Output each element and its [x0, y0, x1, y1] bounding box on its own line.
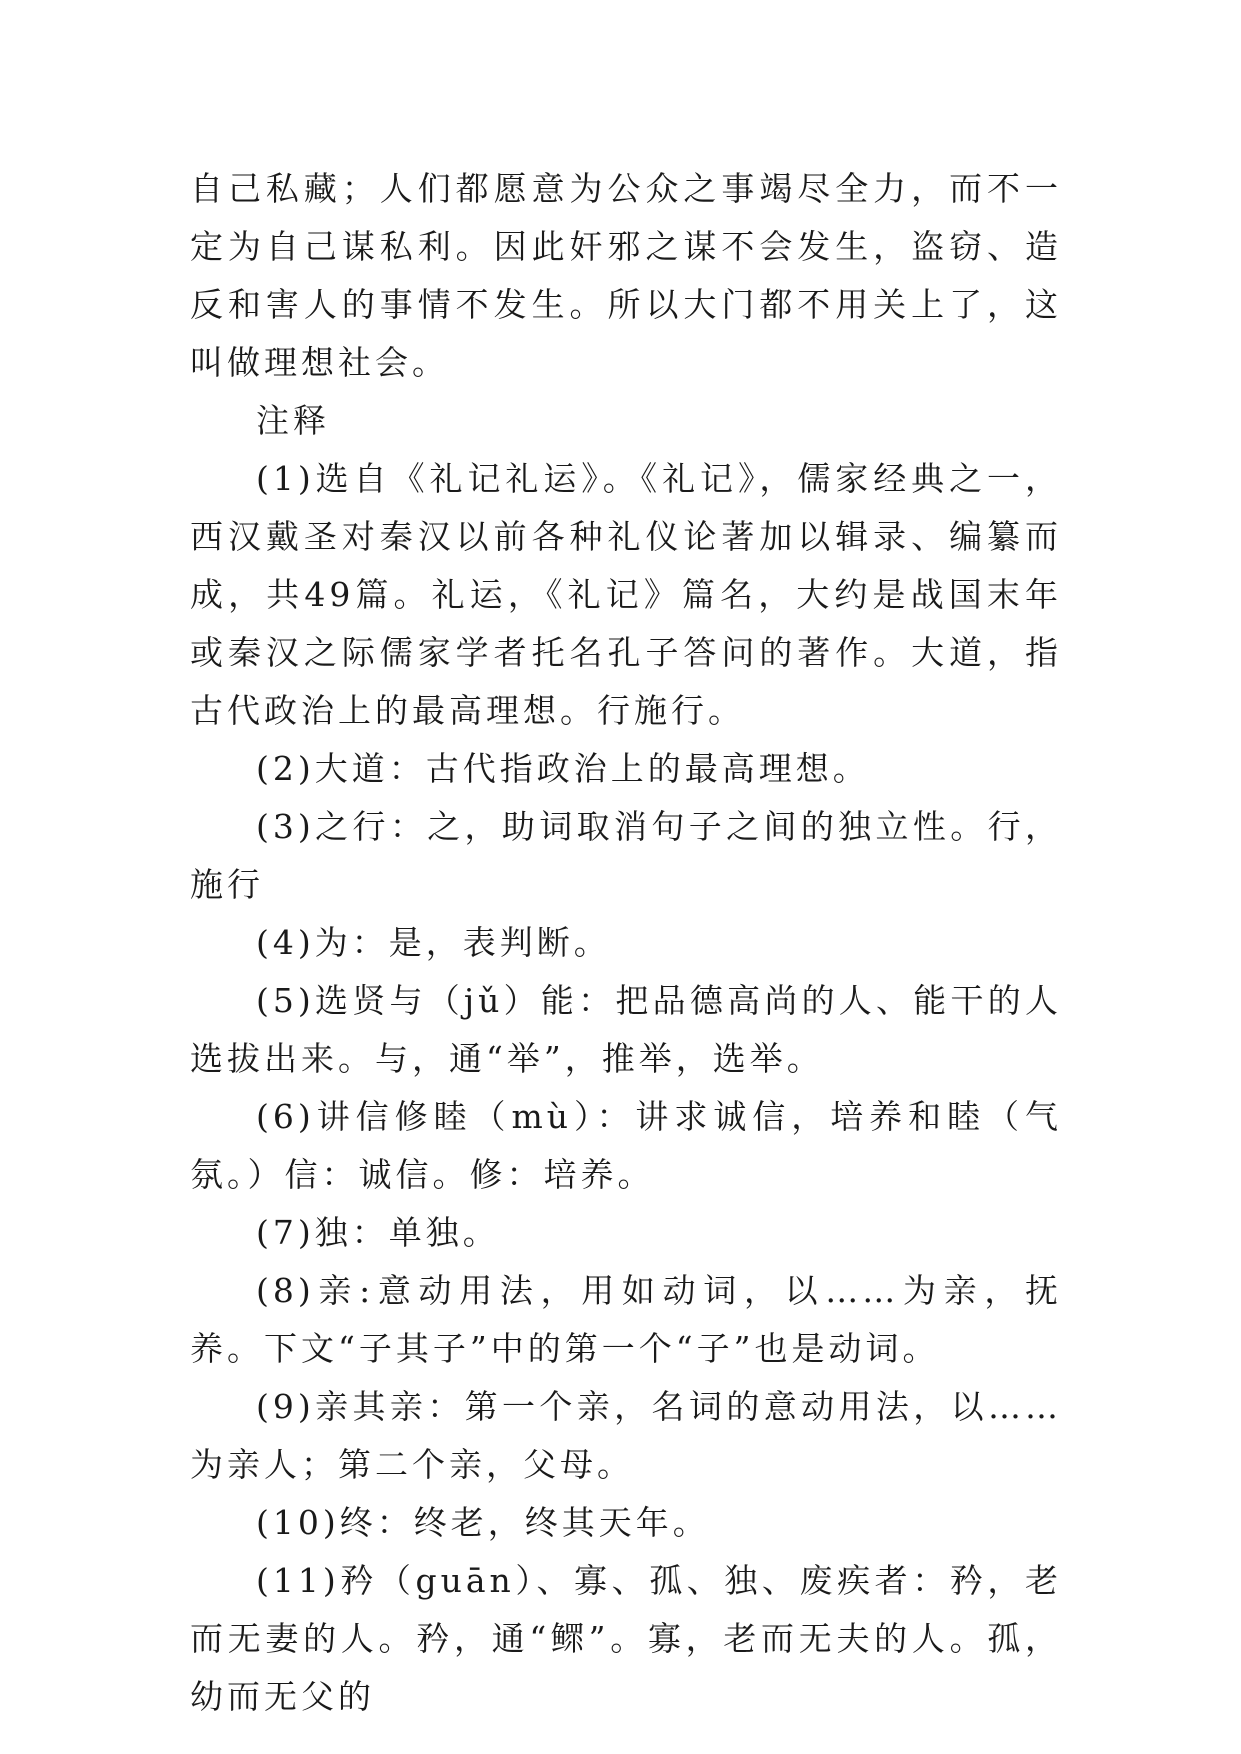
note-11: (11)矜（guān）、寡、孤、独、废疾者：矜，老而无妻的人。矜，通“鳏”。寡，老而无夫的人。孤，幼而无父的: [190, 1561, 1062, 1716]
note-5: (5)选贤与（jǔ）能：把品德高尚的人、能干的人选拔出来。与，通“举”，推举，选举。: [190, 981, 1062, 1078]
note-7: (7)独：单独。: [256, 1213, 500, 1252]
note-8: (8)亲:意动用法，用如动词，以……为亲，抚养。下文“子其子”中的第一个“子”也是动词。: [190, 1271, 1062, 1368]
note-2: (2)大道：古代指政治上的最高理想。: [256, 749, 870, 788]
section-heading-notes: 注释: [256, 401, 330, 440]
note-6: (6)讲信修睦（mù）：讲求诚信，培养和睦（气氛。）信：诚信。修：培养。: [190, 1097, 1062, 1194]
note-1: (1)选自《礼记礼运》。《礼记》，儒家经典之一，西汉戴圣对秦汉以前各种礼仪论著加以辑录、编纂而成，共49篇。礼运，《礼记》篇名，大约是战国末年或秦汉之际儒家学者托名孔子答问的著作。大道，指古代政治上的最高理想。行施行。: [190, 459, 1062, 730]
note-9: (9)亲其亲：第一个亲，名词的意动用法，以……为亲人；第二个亲，父母。: [190, 1387, 1062, 1484]
note-3: (3)之行：之，助词取消句子之间的独立性。行，施行: [190, 807, 1062, 904]
note-10: (10)终：终老，终其天年。: [256, 1503, 710, 1542]
document-body: [190, 160, 1062, 1726]
paragraph-translation: 自己私藏；人们都愿意为公众之事竭尽全力，而不一定为自己谋私利。因此奸邪之谋不会发生，盗窃、造反和害人的事情不发生。所以大门都不用关上了，这叫做理想社会。: [190, 169, 1062, 382]
note-4: (4)为：是，表判断。: [256, 923, 611, 962]
